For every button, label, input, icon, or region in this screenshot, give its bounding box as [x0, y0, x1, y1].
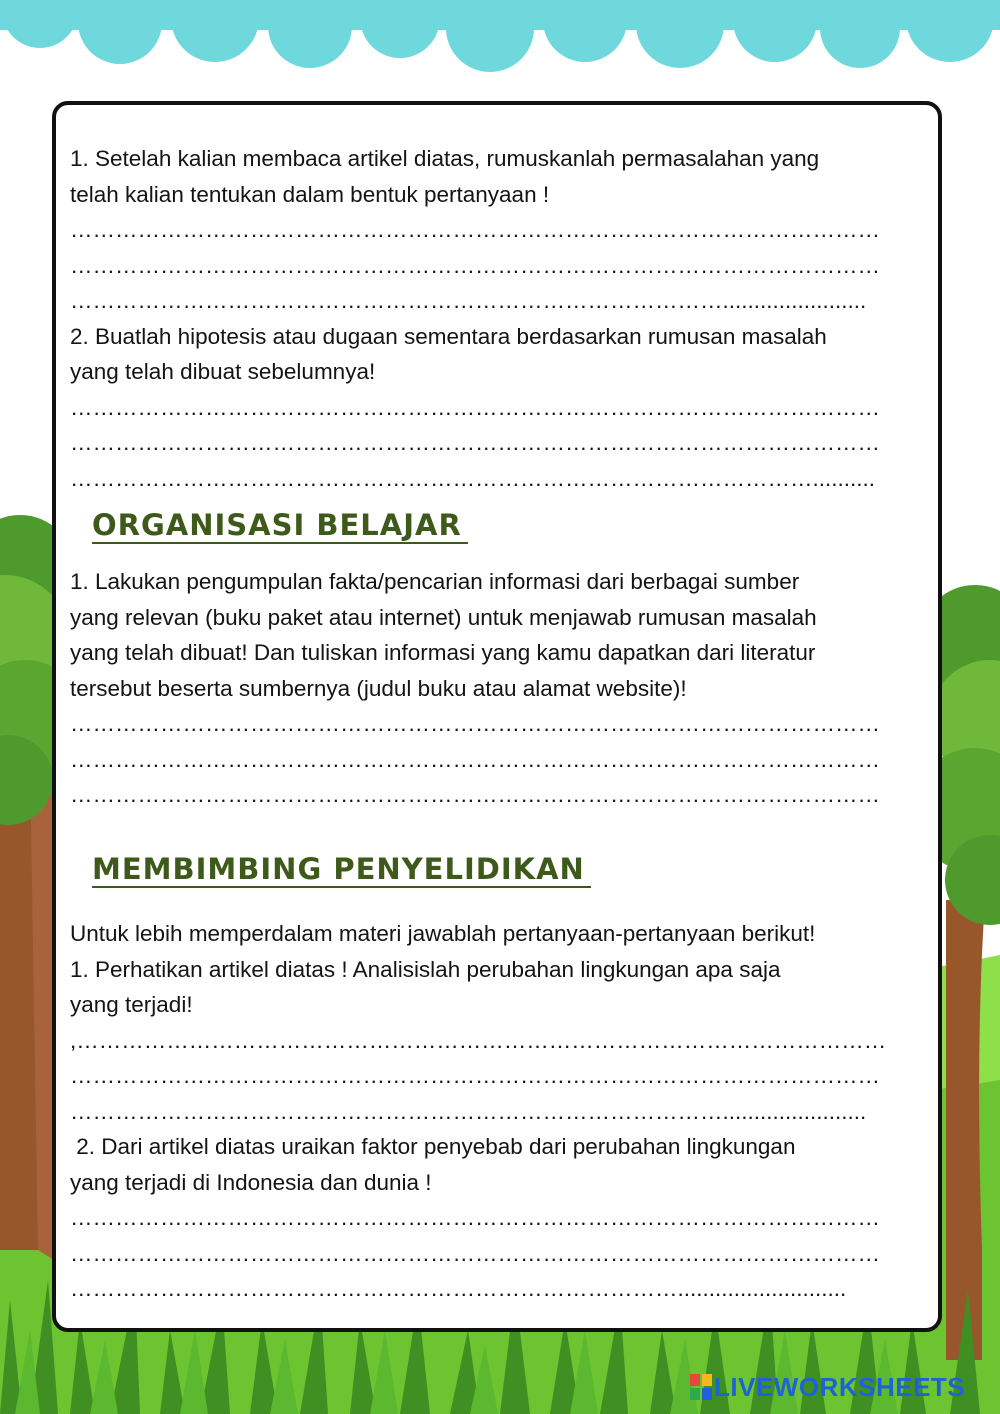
answer-line[interactable]: ……………………………………………………………………………………………… [70, 1240, 880, 1266]
liveworksheets-logo-icon [690, 1374, 712, 1400]
question-2-text: 2. Dari artikel diatas uraikan faktor penyebab dari perubahan lingkungan [70, 1134, 796, 1159]
question-1-text-cont: tersebut beserta sumbernya (judul buku atau alamat website)! [70, 675, 687, 701]
liveworksheets-logo-text: LIVEWORKSHEETS [714, 1372, 966, 1402]
answer-line[interactable]: ……………………………………………………………………………………………… [70, 430, 880, 455]
heading-membimbing-penyelidikan: MEMBIMBING PENYELIDIKAN [92, 852, 591, 888]
question-2-text: 2. Buatlah hipotesis atau dugaan sementara berdasarkan rumusan masalah [70, 323, 827, 349]
question-1-text: 1. Perhatikan artikel diatas ! Analisislah perubahan lingkungan apa saja [70, 956, 781, 982]
question-1-text-cont: yang relevan (buku paket atau internet) untuk menjawab rumusan masalah [70, 604, 817, 630]
question-1-text-cont: telah kalian tentukan dalam bentuk pertanyaan ! [70, 181, 550, 207]
section-intro-text: Untuk lebih memperdalam materi jawablah pertanyaan-pertanyaan berikut! [70, 921, 816, 946]
answer-line[interactable]: ……………………………………………………………………………………………… [70, 782, 880, 807]
answer-line[interactable]: ……………………………………………………………………………....................... [70, 288, 867, 313]
answer-line[interactable]: ……………………………………………………………………………………………… [70, 711, 880, 736]
answer-line[interactable]: ……………………………………………………………………………………………… [70, 1063, 880, 1088]
question-1-text-cont: yang terjadi! [70, 992, 193, 1017]
section-problem-formulation [70, 141, 936, 496]
answer-line[interactable]: ……………………………………………………………………………....................... [70, 1098, 867, 1124]
answer-line[interactable]: ………………………………………………………………………........................... [70, 1276, 847, 1301]
cloud-border-top [0, 0, 1000, 72]
answer-line[interactable]: ……………………………………………………………………………………….......... [70, 465, 876, 491]
question-1-text-cont: yang telah dibuat! Dan tuliskan informasi yang kamu dapatkan dari literatur [70, 640, 816, 665]
question-1-text: 1. Setelah kalian membaca artikel diatas, rumuskanlah permasalahan yang [70, 146, 820, 171]
answer-line[interactable]: ……………………………………………………………………………………………… [70, 394, 880, 420]
question-2-text-cont: yang telah dibuat sebelumnya! [70, 359, 376, 384]
liveworksheets-logo [690, 1372, 965, 1406]
heading-organisasi-belajar: ORGANISASI BELAJAR [92, 508, 468, 544]
question-1-text: 1. Lakukan pengumpulan fakta/pencarian informasi dari berbagai sumber [70, 569, 800, 594]
answer-line[interactable]: ……………………………………………………………………………………………… [70, 252, 880, 278]
answer-line[interactable]: ……………………………………………………………………………………………… [70, 217, 880, 242]
answer-line[interactable]: ……………………………………………………………………………………………… [70, 1205, 880, 1230]
answer-line[interactable]: ……………………………………………………………………………………………… [70, 746, 880, 772]
question-2-text-cont: yang terjadi di Indonesia dan dunia ! [70, 1169, 432, 1195]
section-membimbing-penyelidikan [70, 916, 936, 1307]
answer-line[interactable]: ,……………………………………………………………………………………………… [70, 1027, 887, 1053]
section-organisasi-belajar [70, 564, 936, 813]
